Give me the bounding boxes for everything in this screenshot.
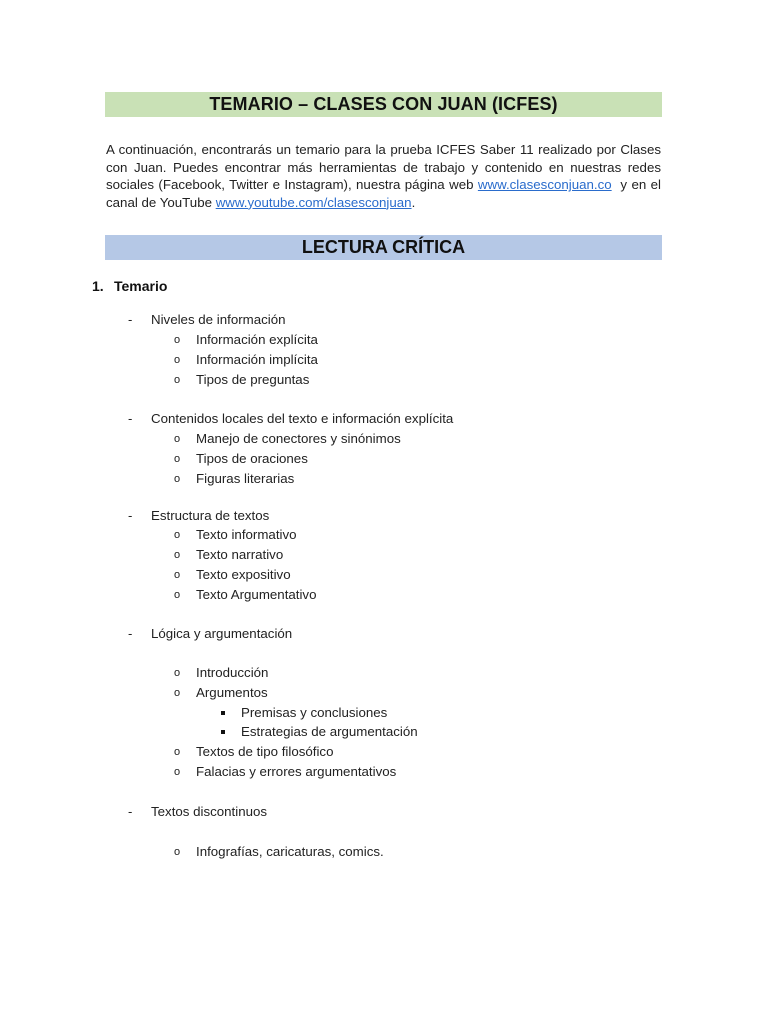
topic-item: Texto Argumentativo (196, 587, 317, 602)
circle-bullet: o (174, 846, 181, 858)
circle-bullet: o (174, 549, 181, 561)
topic-item: Tipos de preguntas (196, 372, 310, 387)
list-heading (92, 278, 167, 294)
circle-bullet: o (174, 374, 181, 386)
topic-label: Estructura de textos (151, 508, 270, 523)
square-bullet-icon (221, 711, 225, 715)
topic-subitem: Premisas y conclusiones (241, 705, 388, 720)
topic-item: Información implícita (196, 352, 318, 367)
topic-label: Textos discontinuos (151, 804, 268, 819)
intro-paragraph (106, 141, 665, 211)
topic-item: Figuras literarias (196, 471, 295, 486)
circle-bullet: o (174, 433, 181, 445)
dash-bullet: - (128, 411, 133, 426)
topic-label: Lógica y argumentación (151, 626, 293, 641)
intro-text-after: . (411, 194, 416, 210)
circle-bullet: o (174, 766, 181, 778)
topic-subitem: Estrategias de argumentación (241, 724, 418, 739)
square-bullet-icon (221, 730, 225, 734)
circle-bullet: o (174, 687, 181, 699)
topic-item: Texto informativo (196, 527, 297, 542)
topic-item: Falacias y errores argumentativos (196, 764, 397, 779)
topic-item: Argumentos (196, 685, 268, 700)
topic-item: Tipos de oraciones (196, 451, 308, 466)
circle-bullet: o (174, 529, 181, 541)
circle-bullet: o (174, 569, 181, 581)
title-banner (105, 92, 662, 117)
circle-bullet: o (174, 473, 181, 485)
circle-bullet: o (174, 667, 181, 679)
circle-bullet: o (174, 453, 181, 465)
topic-item: Introducción (196, 665, 269, 680)
website-link[interactable]: www.clasesconjuan.co (477, 177, 612, 192)
section-title: LECTURA CRÍTICA (301, 237, 466, 257)
topic-item: Textos de tipo filosófico (196, 744, 334, 759)
dash-bullet: - (128, 508, 133, 523)
dash-bullet: - (128, 312, 133, 327)
topic-item: Texto narrativo (196, 547, 284, 562)
topic-item: Manejo de conectores y sinónimos (196, 431, 401, 446)
intro-text-before: A continuación, encontrarás un temario para la prueba ICFES Saber 11 realizado por Clases con Juan. Puedes encontrar más herramientas de trabajo y contenido en nuestras redes sociales (Facebook, Twitter e Instagram), nuestra página web (106, 142, 661, 192)
topic-label: Niveles de información (151, 312, 286, 327)
topic-item: Información explícita (196, 332, 318, 347)
circle-bullet: o (174, 746, 181, 758)
youtube-link[interactable]: www.youtube.com/clasesconjuan (215, 194, 412, 210)
circle-bullet: o (174, 334, 181, 346)
document-title: TEMARIO – CLASES CON JUAN (ICFES) (209, 94, 558, 114)
topic-item: Texto expositivo (196, 567, 291, 582)
topic-item: Infografías, caricaturas, comics. (196, 844, 384, 859)
heading-number: 1. (92, 278, 104, 294)
circle-bullet: o (174, 354, 181, 366)
topic-label: Contenidos locales del texto e información explícita (151, 411, 454, 426)
dash-bullet: - (128, 626, 133, 641)
intro-text-middle: y en el canal de YouTube (106, 177, 665, 210)
heading-label: Temario (114, 278, 168, 294)
dash-bullet: - (128, 804, 133, 819)
circle-bullet: o (174, 589, 181, 601)
section-banner (105, 235, 662, 260)
